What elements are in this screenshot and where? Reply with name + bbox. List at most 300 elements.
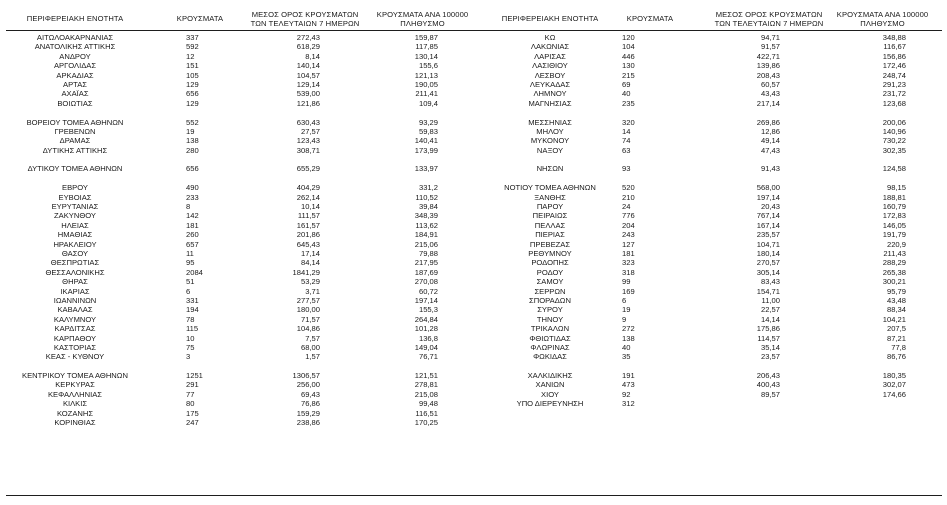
avg-cell: 256,00 (296, 380, 320, 390)
rate-cell: 302,35 (882, 145, 906, 155)
rate-cell: 121,13 (414, 70, 438, 80)
cases-cell: 35 (622, 352, 631, 362)
cases-cell: 592 (186, 42, 199, 52)
avg-cell: 180,14 (756, 248, 780, 258)
avg-cell: 69,43 (300, 389, 320, 399)
rate-cell: 172,83 (882, 211, 906, 221)
cases-cell: 129 (186, 98, 199, 108)
table-row (0, 240, 480, 249)
avg-cell: 83,43 (760, 277, 780, 287)
table-row (470, 146, 947, 155)
cases-cell: 151 (186, 61, 199, 71)
cases-cell: 235 (622, 98, 635, 108)
rate-cell: 730,22 (882, 136, 906, 146)
header-rate-line2: ΠΛΗΘΥΣΜΟ (400, 19, 445, 28)
cases-cell: 320 (622, 117, 635, 127)
avg-cell: 7,57 (305, 333, 320, 343)
rate-cell: 116,51 (415, 408, 438, 418)
rate-cell: 60,72 (418, 286, 438, 296)
avg-cell: 630,43 (296, 117, 320, 127)
table-row (0, 399, 480, 408)
region-cell: ΧΑΝΙΩΝ (535, 380, 565, 390)
cases-cell: 337 (186, 33, 199, 42)
avg-cell: 400,43 (756, 380, 780, 390)
table-row (0, 118, 480, 127)
table-row (0, 277, 480, 286)
table-row (0, 390, 480, 399)
cases-cell: 260 (186, 230, 199, 240)
region-cell: ΦΛΩΡΙΝΑΣ (530, 342, 570, 352)
rate-cell: 110,52 (415, 192, 438, 202)
cases-cell: 323 (622, 258, 635, 268)
region-cell: ΠΙΕΡΙΑΣ (535, 230, 565, 240)
region-cell: ΞΑΝΘΗΣ (534, 192, 566, 202)
region-cell: ΓΡΕΒΕΝΩΝ (54, 126, 96, 136)
avg-cell: 217,14 (756, 98, 780, 108)
rate-cell: 170,25 (414, 418, 438, 428)
region-cell: ΚΟΖΑΝΗΣ (56, 408, 94, 418)
avg-cell: 262,14 (296, 192, 320, 202)
header-region-label: ΠΕΡΙΦΕΡΕΙΑΚΗ ΕΝΟΤΗΤΑ (501, 14, 599, 23)
rate-cell: 291,23 (882, 79, 906, 89)
avg-cell: 197,14 (756, 192, 780, 202)
region-cell: ΕΥΒΟΙΑΣ (58, 192, 92, 202)
cases-cell: 312 (622, 399, 635, 409)
table-row (470, 127, 947, 136)
table-row (470, 277, 947, 286)
cases-cell: 175 (186, 408, 199, 418)
header-rate-line2: ΠΛΗΘΥΣΜΟ (860, 19, 905, 28)
rate-cell: 130,14 (414, 51, 438, 61)
cases-cell: 243 (622, 230, 635, 240)
cases-cell: 6 (622, 295, 627, 305)
cases-cell: 6 (186, 286, 191, 296)
avg-cell: 60,57 (760, 79, 780, 89)
cases-cell: 331 (186, 295, 199, 305)
table-row (0, 324, 480, 333)
table-row (0, 418, 480, 427)
rate-cell: 95,79 (886, 286, 906, 296)
region-cell: ΣΥΡΟΥ (537, 305, 563, 315)
footer-rule (470, 495, 942, 496)
cases-cell: 10 (186, 333, 195, 343)
avg-cell: 645,43 (296, 239, 320, 249)
spacer-row (470, 174, 947, 183)
region-cell: ΚΕΡΚΥΡΑΣ (55, 380, 95, 390)
table-row (470, 371, 947, 380)
cases-cell: 19 (186, 126, 195, 136)
region-cell: ΗΛΕΙΑΣ (61, 220, 89, 230)
avg-cell: 140,14 (296, 61, 320, 71)
rate-cell: 211,43 (883, 248, 906, 258)
cases-cell: 490 (186, 183, 199, 193)
region-cell: ΑΝΔΡΟΥ (59, 51, 91, 61)
rate-cell: 215,06 (414, 239, 438, 249)
cases-cell: 129 (186, 79, 199, 89)
avg-cell: 89,57 (760, 389, 780, 399)
header-avg-line1: ΜΕΣΟΣ ΟΡΟΣ ΚΡΟΥΣΜΑΤΩΝ (251, 10, 359, 19)
avg-cell: 84,14 (300, 258, 320, 268)
rate-cell: 156,86 (882, 51, 906, 61)
cases-cell: 138 (622, 333, 635, 343)
table-row (0, 343, 480, 352)
avg-cell: 68,00 (300, 342, 320, 352)
rate-cell: 121,51 (414, 371, 438, 381)
avg-cell: 104,71 (756, 239, 780, 249)
table-row (470, 136, 947, 145)
spacer-row (470, 155, 947, 164)
cases-cell: 69 (622, 79, 631, 89)
rate-cell: 184,91 (414, 230, 438, 240)
header-region (10, 14, 140, 23)
avg-cell: 618,29 (296, 42, 320, 52)
rate-cell: 104,21 (882, 314, 906, 324)
spacer-row (470, 108, 947, 117)
table-row (0, 287, 480, 296)
region-cell: ΠΕΛΛΑΣ (534, 220, 566, 230)
region-cell: ΛΑΣΙΘΙΟΥ (532, 61, 568, 71)
spacer-row (0, 108, 480, 117)
rate-cell: 101,28 (414, 324, 438, 334)
region-cell: ΧΙΟΥ (541, 389, 559, 399)
table-row (470, 352, 947, 361)
table-row (470, 89, 947, 98)
avg-cell: 76,86 (300, 399, 320, 409)
cases-cell: 9 (622, 314, 627, 324)
cases-cell: 51 (186, 277, 195, 287)
header-rule (6, 30, 478, 31)
avg-cell: 201,86 (296, 230, 320, 240)
region-cell: ΚΕΑΣ - ΚΥΘΝΟΥ (45, 352, 105, 362)
region-cell: ΜΥΚΟΝΟΥ (530, 136, 570, 146)
avg-cell: 11,00 (761, 295, 780, 305)
region-cell: ΠΕΙΡΑΙΩΣ (532, 211, 568, 221)
table-row (0, 193, 480, 202)
header-rule (470, 30, 942, 31)
table-row (470, 183, 947, 192)
header-cases-label: ΚΡΟΥΣΜΑΤΑ (176, 14, 224, 23)
rate-cell: 133,97 (414, 164, 438, 174)
rate-cell: 270,08 (414, 277, 438, 287)
table-row (0, 127, 480, 136)
table-row (470, 71, 947, 80)
rate-cell: 76,71 (418, 352, 438, 362)
avg-cell: 123,43 (296, 136, 320, 146)
avg-cell: 91,57 (760, 42, 780, 52)
region-cell: ΜΑΓΝΗΣΙΑΣ (528, 98, 572, 108)
table-row (470, 334, 947, 343)
region-cell: ΑΙΤΩΛΟΑΚΑΡΝΑΝΙΑΣ (36, 33, 114, 42)
region-cell: ΘΕΣΠΡΩΤΙΑΣ (50, 258, 100, 268)
header-cases (620, 14, 680, 23)
table-row (0, 99, 480, 108)
cases-cell: 115 (186, 324, 199, 334)
rate-cell: 231,72 (882, 89, 906, 99)
avg-cell: 167,14 (756, 220, 780, 230)
table-row (470, 240, 947, 249)
table-row (470, 399, 947, 408)
cases-cell: 3 (186, 352, 191, 362)
avg-cell: 91,43 (760, 164, 780, 174)
region-cell: ΚΑΡΔΙΤΣΑΣ (54, 324, 96, 334)
rate-cell: 348,88 (882, 33, 906, 42)
table-row (470, 61, 947, 70)
table-row (0, 371, 480, 380)
header-avg (250, 10, 360, 28)
region-cell: ΔΥΤΙΚΗΣ ΑΤΤΙΚΗΣ (42, 145, 108, 155)
region-cell: ΛΗΜΝΟΥ (533, 89, 567, 99)
avg-cell: 139,86 (756, 61, 780, 71)
rate-cell: 146,05 (882, 220, 906, 230)
region-cell: ΕΥΡΥΤΑΝΙΑΣ (51, 202, 99, 212)
rate-cell: 43,48 (886, 295, 906, 305)
avg-cell: 1306,57 (292, 371, 320, 381)
region-cell: ΗΜΑΘΙΑΣ (57, 230, 93, 240)
cases-cell: 657 (186, 239, 199, 249)
cases-cell: 191 (622, 371, 635, 381)
header-avg-line2: ΤΩΝ ΤΕΛΕΥΤΑΙΩΝ 7 ΗΜΕΡΩΝ (714, 19, 824, 28)
table-row (470, 118, 947, 127)
avg-cell: 655,29 (296, 164, 320, 174)
table-row (470, 230, 947, 239)
rate-cell: 160,79 (882, 202, 906, 212)
region-cell: ΘΕΣΣΑΛΟΝΙΚΗΣ (45, 267, 105, 277)
avg-cell: 121,86 (296, 98, 320, 108)
region-cell: ΔΥΤΙΚΟΥ ΤΟΜΕΑ ΑΘΗΝΩΝ (27, 164, 123, 174)
region-cell: ΚΕΝΤΡΙΚΟΥ ΤΟΜΕΑ ΑΘΗΝΩΝ (22, 371, 128, 381)
table-row (470, 343, 947, 352)
avg-cell: 308,71 (296, 145, 320, 155)
cases-cell: 247 (186, 418, 199, 428)
avg-cell: 71,57 (300, 314, 320, 324)
rate-cell: 173,99 (414, 145, 438, 155)
rate-cell: 187,69 (414, 267, 438, 277)
region-cell: ΠΑΡΟΥ (536, 202, 564, 212)
header-cases-label: ΚΡΟΥΣΜΑΤΑ (626, 14, 674, 23)
region-cell: ΧΑΛΚΙΔΙΚΗΣ (527, 371, 573, 381)
region-cell: ΡΟΔΟΥ (536, 267, 564, 277)
spacer-row (0, 362, 480, 371)
avg-cell: 3,71 (305, 286, 320, 296)
avg-cell: 1841,29 (292, 267, 320, 277)
rate-cell: 197,14 (414, 295, 438, 305)
cases-cell: 130 (622, 61, 635, 71)
table-row (470, 258, 947, 267)
cases-cell: 291 (186, 380, 199, 390)
rate-cell: 116,67 (883, 42, 906, 52)
cases-cell: 446 (622, 51, 635, 61)
region-cell: ΚΕΦΑΛΛΗΝΙΑΣ (47, 389, 103, 399)
region-cell: ΜΗΛΟΥ (536, 126, 564, 136)
avg-cell: 1,57 (305, 352, 320, 362)
cases-cell: 520 (622, 183, 635, 193)
table-row (470, 211, 947, 220)
avg-cell: 539,00 (296, 89, 320, 99)
avg-cell: 175,86 (756, 324, 780, 334)
rate-cell: 155,6 (418, 61, 438, 71)
rate-cell: 155,3 (418, 305, 438, 315)
table-row (0, 258, 480, 267)
region-cell: ΖΑΚΥΝΘΟΥ (54, 211, 96, 221)
region-cell: ΜΕΣΣΗΝΙΑΣ (528, 117, 572, 127)
cases-cell: 656 (186, 164, 199, 174)
rate-cell: 99,48 (418, 399, 438, 409)
region-cell: ΑΡΓΟΛΙΔΑΣ (53, 61, 97, 71)
region-cell: ΘΗΡΑΣ (62, 277, 88, 287)
table-row (470, 390, 947, 399)
rate-cell: 264,84 (414, 314, 438, 324)
header-rate-line1: ΚΡΟΥΣΜΑΤΑ ΑΝΑ 100000 (836, 10, 929, 19)
rate-cell: 159,87 (414, 33, 438, 42)
region-cell: ΚΑΡΠΑΘΟΥ (53, 333, 97, 343)
table-row (0, 409, 480, 418)
cases-cell: 19 (622, 305, 631, 315)
cases-cell: 11 (186, 248, 194, 258)
avg-cell: 22,57 (760, 305, 780, 315)
rate-cell: 87,21 (886, 333, 906, 343)
cases-cell: 92 (622, 389, 631, 399)
avg-cell: 154,71 (756, 286, 780, 296)
region-cell: ΛΑΡΙΣΑΣ (534, 51, 566, 61)
region-cell: ΚΩ (544, 33, 556, 42)
cases-cell: 12 (186, 51, 195, 61)
cases-cell: 8 (186, 202, 191, 212)
table-row (470, 268, 947, 277)
cases-cell: 142 (186, 211, 199, 221)
table-row (0, 211, 480, 220)
avg-cell: 53,29 (300, 277, 320, 287)
footer-rule (6, 495, 478, 496)
rate-cell: 117,85 (415, 42, 438, 52)
avg-cell: 20,43 (760, 202, 780, 212)
table-row (0, 42, 480, 51)
table-row (470, 249, 947, 258)
rate-cell: 39,84 (418, 202, 438, 212)
cases-cell: 40 (622, 89, 631, 99)
header-avg-line2: ΤΩΝ ΤΕΛΕΥΤΑΙΩΝ 7 ΗΜΕΡΩΝ (250, 19, 360, 28)
rate-cell: 331,2 (418, 183, 438, 193)
region-cell: ΔΡΑΜΑΣ (59, 136, 91, 146)
rate-cell: 109,4 (418, 98, 438, 108)
table-row (0, 71, 480, 80)
region-cell: ΝΟΤΙΟΥ ΤΟΜΕΑ ΑΘΗΝΩΝ (504, 183, 596, 193)
cases-cell: 127 (622, 239, 635, 249)
cases-cell: 656 (186, 89, 199, 99)
cases-cell: 105 (186, 70, 199, 80)
table-row (0, 183, 480, 192)
region-cell: ΤΡΙΚΑΛΩΝ (530, 324, 570, 334)
cases-cell: 63 (622, 145, 631, 155)
rate-cell: 207,5 (886, 324, 906, 334)
rate-cell: 217,95 (414, 258, 438, 268)
cases-cell: 78 (186, 314, 195, 324)
avg-cell: 104,57 (296, 70, 320, 80)
cases-cell: 120 (622, 33, 635, 42)
rate-cell: 98,15 (886, 183, 906, 193)
avg-cell: 27,57 (300, 126, 320, 136)
avg-cell: 114,57 (757, 333, 780, 343)
avg-cell: 17,14 (300, 248, 320, 258)
cases-cell: 40 (622, 342, 631, 352)
region-cell: ΤΗΝΟΥ (536, 314, 564, 324)
region-cell: ΛΑΚΩΝΙΑΣ (530, 42, 570, 52)
cases-cell: 77 (186, 389, 195, 399)
region-cell: ΠΡΕΒΕΖΑΣ (529, 239, 571, 249)
avg-cell: 269,86 (756, 117, 780, 127)
region-cell: ΕΒΡΟΥ (62, 183, 88, 193)
table-row (0, 268, 480, 277)
table-row (0, 52, 480, 61)
avg-cell: 159,29 (296, 408, 320, 418)
avg-cell: 129,14 (296, 79, 320, 89)
cases-cell: 99 (622, 277, 631, 287)
table-row (470, 33, 947, 42)
cases-cell: 75 (186, 342, 195, 352)
cases-cell: 1251 (186, 371, 203, 381)
rate-cell: 180,35 (882, 371, 906, 381)
table-row (0, 61, 480, 70)
region-cell: ΣΑΜΟΥ (536, 277, 564, 287)
region-cell: ΙΚΑΡΙΑΣ (60, 286, 90, 296)
avg-cell: 47,43 (760, 145, 780, 155)
table-row (0, 33, 480, 42)
region-cell: ΚΑΒΑΛΑΣ (57, 305, 93, 315)
avg-cell: 49,14 (760, 136, 780, 146)
region-cell: ΦΩΚΙΔΑΣ (533, 352, 567, 362)
avg-cell: 767,14 (756, 211, 780, 221)
cases-cell: 74 (622, 136, 631, 146)
cases-cell: 215 (622, 70, 635, 80)
table-row (470, 315, 947, 324)
rate-cell: 348,39 (414, 211, 438, 221)
table-row (470, 164, 947, 173)
region-cell: ΛΕΣΒΟΥ (534, 70, 566, 80)
table-row (0, 80, 480, 89)
table-row (0, 164, 480, 173)
rate-cell: 288,29 (882, 258, 906, 268)
table-row (470, 202, 947, 211)
avg-cell: 8,14 (305, 51, 320, 61)
rate-cell: 200,06 (882, 117, 906, 127)
cases-cell: 93 (622, 164, 631, 174)
left-rows (0, 33, 480, 427)
rate-cell: 191,79 (882, 230, 906, 240)
table-row (0, 146, 480, 155)
rate-cell: 265,38 (882, 267, 906, 277)
table-row (470, 52, 947, 61)
region-cell: ΚΑΛΥΜΝΟΥ (53, 314, 97, 324)
rate-cell: 302,07 (882, 380, 906, 390)
region-cell: ΝΗΣΩΝ (536, 164, 564, 174)
rate-cell: 86,76 (886, 352, 906, 362)
table-row (0, 230, 480, 239)
table-row (470, 193, 947, 202)
table-row (0, 202, 480, 211)
avg-cell: 270,57 (756, 258, 780, 268)
rate-cell: 59,83 (418, 126, 438, 136)
table-row (470, 324, 947, 333)
table-row (470, 380, 947, 389)
region-cell: ΣΕΡΡΩΝ (534, 286, 566, 296)
rate-cell: 190,05 (414, 79, 438, 89)
region-cell: ΝΑΞΟΥ (536, 145, 564, 155)
region-cell: ΗΡΑΚΛΕΙΟΥ (53, 239, 97, 249)
table-row (470, 221, 947, 230)
rate-cell: 248,74 (882, 70, 906, 80)
cases-cell: 210 (622, 192, 635, 202)
header-rate (830, 10, 935, 28)
table-row (0, 89, 480, 98)
